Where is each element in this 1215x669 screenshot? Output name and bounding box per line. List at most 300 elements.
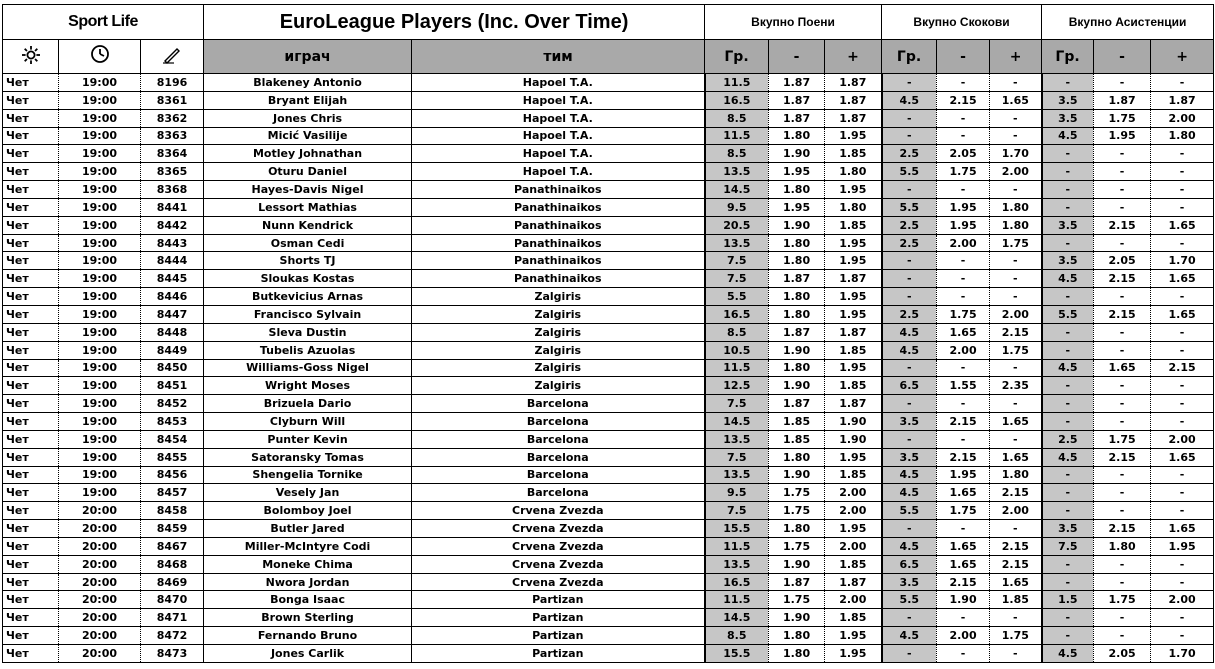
cell-reb-plus: 1.75 bbox=[990, 627, 1042, 645]
cell-points-plus: 1.85 bbox=[825, 466, 882, 484]
cell-points-minus: 1.80 bbox=[769, 627, 825, 645]
cell-ast-minus: 2.15 bbox=[1094, 448, 1151, 466]
table-row bbox=[3, 359, 1214, 377]
cell-reb-minus: - bbox=[937, 430, 990, 448]
cell-day: Чет bbox=[3, 127, 59, 145]
cell-points-plus: 1.95 bbox=[825, 252, 882, 270]
cell-time: 19:00 bbox=[59, 430, 141, 448]
table-row bbox=[3, 74, 1214, 92]
cell-points-plus: 1.87 bbox=[825, 270, 882, 288]
cell-reb-minus: 2.00 bbox=[937, 234, 990, 252]
cell-reb-minus: 1.65 bbox=[937, 323, 990, 341]
cell-points-line: 7.5 bbox=[705, 252, 769, 270]
cell-code: 8467 bbox=[141, 537, 204, 555]
cell-code: 8441 bbox=[141, 198, 204, 216]
cell-points-line: 5.5 bbox=[705, 288, 769, 306]
cell-player: Butler Jared bbox=[204, 520, 412, 538]
cell-points-line: 14.5 bbox=[705, 413, 769, 431]
cell-points-plus: 1.90 bbox=[825, 413, 882, 431]
cell-points-minus: 1.90 bbox=[769, 145, 825, 163]
cell-points-minus: 1.80 bbox=[769, 448, 825, 466]
cell-points-minus: 1.80 bbox=[769, 359, 825, 377]
group-assists: Вкупно Асистенции bbox=[1042, 5, 1214, 40]
cell-reb-plus: - bbox=[990, 74, 1042, 92]
cell-player: Brown Sterling bbox=[204, 609, 412, 627]
cell-points-plus: 1.87 bbox=[825, 395, 882, 413]
cell-ast-line: - bbox=[1042, 74, 1094, 92]
cell-code: 8451 bbox=[141, 377, 204, 395]
cell-points-minus: 1.87 bbox=[769, 573, 825, 591]
cell-reb-line: 4.5 bbox=[882, 323, 937, 341]
cell-ast-minus: - bbox=[1094, 413, 1151, 431]
cell-ast-line: - bbox=[1042, 502, 1094, 520]
cell-reb-line: 5.5 bbox=[882, 163, 937, 181]
cell-points-minus: 1.80 bbox=[769, 645, 825, 663]
cell-team: Zalgiris bbox=[412, 323, 705, 341]
cell-team: Hapoel T.A. bbox=[412, 74, 705, 92]
cell-reb-minus: 1.65 bbox=[937, 537, 990, 555]
cell-reb-line: - bbox=[882, 645, 937, 663]
cell-team: Crvena Zvezda bbox=[412, 573, 705, 591]
cell-ast-minus: - bbox=[1094, 466, 1151, 484]
cell-reb-line: - bbox=[882, 395, 937, 413]
cell-code: 8447 bbox=[141, 305, 204, 323]
cell-reb-minus: - bbox=[937, 520, 990, 538]
cell-reb-line: 5.5 bbox=[882, 198, 937, 216]
cell-ast-line: 3.5 bbox=[1042, 91, 1094, 109]
cell-reb-minus: 1.75 bbox=[937, 502, 990, 520]
cell-reb-line: - bbox=[882, 127, 937, 145]
cell-reb-line: 4.5 bbox=[882, 91, 937, 109]
cell-day: Чет bbox=[3, 252, 59, 270]
cell-points-plus: 1.95 bbox=[825, 181, 882, 199]
cell-reb-line: 2.5 bbox=[882, 145, 937, 163]
cell-day: Чет bbox=[3, 430, 59, 448]
cell-ast-minus: 1.95 bbox=[1094, 127, 1151, 145]
col-ast-line: Гр. bbox=[1042, 40, 1094, 74]
cell-code: 8458 bbox=[141, 502, 204, 520]
cell-reb-line: 6.5 bbox=[882, 377, 937, 395]
cell-time: 19:00 bbox=[59, 395, 141, 413]
table-row bbox=[3, 270, 1214, 288]
cell-points-minus: 1.95 bbox=[769, 198, 825, 216]
cell-reb-minus: - bbox=[937, 609, 990, 627]
cell-team: Panathinaikos bbox=[412, 252, 705, 270]
cell-reb-plus: - bbox=[990, 109, 1042, 127]
cell-team: Crvena Zvezda bbox=[412, 520, 705, 538]
cell-ast-plus: 1.70 bbox=[1151, 645, 1214, 663]
table-row bbox=[3, 181, 1214, 199]
cell-ast-minus: 1.80 bbox=[1094, 537, 1151, 555]
cell-ast-minus: - bbox=[1094, 502, 1151, 520]
cell-reb-minus: 1.65 bbox=[937, 484, 990, 502]
cell-player: Clyburn Will bbox=[204, 413, 412, 431]
cell-points-plus: 1.85 bbox=[825, 555, 882, 573]
cell-points-minus: 1.80 bbox=[769, 288, 825, 306]
cell-reb-plus: 2.35 bbox=[990, 377, 1042, 395]
cell-time: 20:00 bbox=[59, 520, 141, 538]
cell-reb-plus: 1.80 bbox=[990, 198, 1042, 216]
cell-ast-minus: - bbox=[1094, 341, 1151, 359]
cell-time: 20:00 bbox=[59, 609, 141, 627]
cell-reb-minus: 1.95 bbox=[937, 198, 990, 216]
cell-ast-minus: - bbox=[1094, 74, 1151, 92]
cell-ast-plus: 1.65 bbox=[1151, 216, 1214, 234]
cell-reb-line: 3.5 bbox=[882, 448, 937, 466]
cell-reb-plus: 2.00 bbox=[990, 163, 1042, 181]
cell-ast-plus: 1.70 bbox=[1151, 252, 1214, 270]
cell-code: 8368 bbox=[141, 181, 204, 199]
pen-icon bbox=[141, 40, 204, 74]
cell-points-line: 16.5 bbox=[705, 305, 769, 323]
cell-points-minus: 1.85 bbox=[769, 430, 825, 448]
cell-team: Panathinaikos bbox=[412, 198, 705, 216]
cell-time: 20:00 bbox=[59, 502, 141, 520]
cell-reb-plus: 2.15 bbox=[990, 537, 1042, 555]
cell-day: Чет bbox=[3, 591, 59, 609]
cell-reb-line: 3.5 bbox=[882, 573, 937, 591]
cell-team: Barcelona bbox=[412, 395, 705, 413]
cell-day: Чет bbox=[3, 270, 59, 288]
cell-ast-minus: 2.05 bbox=[1094, 252, 1151, 270]
cell-points-minus: 1.90 bbox=[769, 216, 825, 234]
cell-ast-plus: - bbox=[1151, 413, 1214, 431]
cell-points-line: 7.5 bbox=[705, 395, 769, 413]
cell-reb-plus: - bbox=[990, 127, 1042, 145]
cell-code: 8364 bbox=[141, 145, 204, 163]
cell-day: Чет bbox=[3, 502, 59, 520]
table-row bbox=[3, 484, 1214, 502]
cell-ast-line: - bbox=[1042, 395, 1094, 413]
cell-team: Crvena Zvezda bbox=[412, 537, 705, 555]
cell-player: Micić Vasilije bbox=[204, 127, 412, 145]
cell-day: Чет bbox=[3, 323, 59, 341]
cell-ast-line: - bbox=[1042, 609, 1094, 627]
cell-reb-line: - bbox=[882, 252, 937, 270]
cell-team: Barcelona bbox=[412, 484, 705, 502]
cell-ast-minus: - bbox=[1094, 484, 1151, 502]
cell-day: Чет bbox=[3, 395, 59, 413]
cell-reb-plus: 2.15 bbox=[990, 323, 1042, 341]
cell-reb-plus: 1.75 bbox=[990, 341, 1042, 359]
cell-player: Shengelia Tornike bbox=[204, 466, 412, 484]
cell-points-line: 15.5 bbox=[705, 520, 769, 538]
cell-code: 8362 bbox=[141, 109, 204, 127]
cell-ast-line: - bbox=[1042, 198, 1094, 216]
cell-reb-line: - bbox=[882, 74, 937, 92]
cell-points-line: 16.5 bbox=[705, 573, 769, 591]
cell-ast-minus: - bbox=[1094, 609, 1151, 627]
table-row bbox=[3, 216, 1214, 234]
cell-code: 8446 bbox=[141, 288, 204, 306]
col-reb-line: Гр. bbox=[882, 40, 937, 74]
cell-ast-plus: - bbox=[1151, 145, 1214, 163]
cell-time: 20:00 bbox=[59, 537, 141, 555]
cell-points-line: 13.5 bbox=[705, 234, 769, 252]
cell-points-line: 11.5 bbox=[705, 359, 769, 377]
cell-ast-plus: - bbox=[1151, 573, 1214, 591]
cell-reb-minus: 1.95 bbox=[937, 216, 990, 234]
cell-ast-plus: - bbox=[1151, 484, 1214, 502]
page-title: EuroLeague Players (Inc. Over Time) bbox=[204, 5, 705, 40]
cell-points-plus: 1.95 bbox=[825, 127, 882, 145]
cell-day: Чет bbox=[3, 484, 59, 502]
cell-ast-plus: 1.95 bbox=[1151, 537, 1214, 555]
cell-team: Hapoel T.A. bbox=[412, 109, 705, 127]
cell-points-plus: 2.00 bbox=[825, 537, 882, 555]
cell-reb-plus: - bbox=[990, 395, 1042, 413]
col-points-minus: - bbox=[769, 40, 825, 74]
cell-ast-plus: - bbox=[1151, 288, 1214, 306]
cell-reb-plus: 1.65 bbox=[990, 573, 1042, 591]
cell-points-line: 12.5 bbox=[705, 377, 769, 395]
cell-ast-line: 3.5 bbox=[1042, 520, 1094, 538]
cell-player: Butkevicius Arnas bbox=[204, 288, 412, 306]
cell-player: Bonga Isaac bbox=[204, 591, 412, 609]
cell-ast-plus: - bbox=[1151, 609, 1214, 627]
cell-points-line: 9.5 bbox=[705, 198, 769, 216]
cell-points-minus: 1.80 bbox=[769, 305, 825, 323]
cell-reb-plus: 2.15 bbox=[990, 555, 1042, 573]
table-row bbox=[3, 305, 1214, 323]
cell-ast-line: 4.5 bbox=[1042, 359, 1094, 377]
cell-points-plus: 2.00 bbox=[825, 484, 882, 502]
cell-points-minus: 1.87 bbox=[769, 270, 825, 288]
cell-code: 8363 bbox=[141, 127, 204, 145]
cell-points-plus: 1.85 bbox=[825, 609, 882, 627]
cell-reb-minus: 1.75 bbox=[937, 305, 990, 323]
table-row bbox=[3, 448, 1214, 466]
col-team: тим bbox=[412, 40, 705, 74]
cell-player: Blakeney Antonio bbox=[204, 74, 412, 92]
cell-time: 19:00 bbox=[59, 109, 141, 127]
odds-rows bbox=[3, 74, 1214, 663]
cell-player: Williams-Goss Nigel bbox=[204, 359, 412, 377]
cell-points-minus: 1.87 bbox=[769, 323, 825, 341]
cell-ast-minus: - bbox=[1094, 198, 1151, 216]
cell-team: Partizan bbox=[412, 627, 705, 645]
cell-ast-minus: - bbox=[1094, 573, 1151, 591]
cell-day: Чет bbox=[3, 91, 59, 109]
cell-reb-line: 2.5 bbox=[882, 234, 937, 252]
cell-ast-line: - bbox=[1042, 181, 1094, 199]
cell-points-plus: 1.85 bbox=[825, 216, 882, 234]
cell-time: 19:00 bbox=[59, 288, 141, 306]
cell-team: Hapoel T.A. bbox=[412, 163, 705, 181]
cell-ast-line: - bbox=[1042, 377, 1094, 395]
cell-reb-minus: - bbox=[937, 395, 990, 413]
cell-code: 8361 bbox=[141, 91, 204, 109]
cell-points-line: 14.5 bbox=[705, 181, 769, 199]
cell-player: Wright Moses bbox=[204, 377, 412, 395]
cell-time: 19:00 bbox=[59, 234, 141, 252]
cell-ast-plus: 1.65 bbox=[1151, 520, 1214, 538]
cell-ast-plus: - bbox=[1151, 74, 1214, 92]
cell-code: 8449 bbox=[141, 341, 204, 359]
cell-day: Чет bbox=[3, 163, 59, 181]
cell-day: Чет bbox=[3, 359, 59, 377]
cell-reb-plus: 2.15 bbox=[990, 484, 1042, 502]
cell-player: Satoransky Tomas bbox=[204, 448, 412, 466]
cell-reb-line: 2.5 bbox=[882, 305, 937, 323]
cell-reb-line: 6.5 bbox=[882, 555, 937, 573]
cell-ast-plus: - bbox=[1151, 181, 1214, 199]
group-points: Вкупно Поени bbox=[705, 5, 882, 40]
cell-ast-line: - bbox=[1042, 466, 1094, 484]
cell-reb-line: 5.5 bbox=[882, 591, 937, 609]
cell-ast-line: 2.5 bbox=[1042, 430, 1094, 448]
cell-team: Panathinaikos bbox=[412, 181, 705, 199]
cell-points-minus: 1.95 bbox=[769, 163, 825, 181]
cell-time: 19:00 bbox=[59, 377, 141, 395]
cell-reb-plus: - bbox=[990, 430, 1042, 448]
cell-player: Nwora Jordan bbox=[204, 573, 412, 591]
cell-day: Чет bbox=[3, 288, 59, 306]
table-row bbox=[3, 573, 1214, 591]
cell-reb-minus: 1.75 bbox=[937, 163, 990, 181]
cell-ast-plus: 1.65 bbox=[1151, 448, 1214, 466]
cell-reb-plus: 1.65 bbox=[990, 448, 1042, 466]
cell-time: 19:00 bbox=[59, 466, 141, 484]
table-row bbox=[3, 466, 1214, 484]
cell-points-minus: 1.87 bbox=[769, 109, 825, 127]
cell-player: Jones Chris bbox=[204, 109, 412, 127]
cell-team: Partizan bbox=[412, 609, 705, 627]
cell-ast-plus: - bbox=[1151, 555, 1214, 573]
cell-ast-minus: 2.15 bbox=[1094, 305, 1151, 323]
cell-player: Sleva Dustin bbox=[204, 323, 412, 341]
cell-points-minus: 1.90 bbox=[769, 555, 825, 573]
cell-code: 8469 bbox=[141, 573, 204, 591]
cell-reb-plus: - bbox=[990, 252, 1042, 270]
cell-team: Partizan bbox=[412, 591, 705, 609]
cell-code: 8444 bbox=[141, 252, 204, 270]
cell-points-line: 13.5 bbox=[705, 466, 769, 484]
cell-reb-minus: - bbox=[937, 359, 990, 377]
cell-code: 8456 bbox=[141, 466, 204, 484]
cell-time: 19:00 bbox=[59, 413, 141, 431]
cell-points-plus: 1.95 bbox=[825, 288, 882, 306]
cell-reb-plus: - bbox=[990, 520, 1042, 538]
col-reb-minus: - bbox=[937, 40, 990, 74]
cell-time: 20:00 bbox=[59, 591, 141, 609]
cell-points-line: 11.5 bbox=[705, 127, 769, 145]
cell-points-line: 7.5 bbox=[705, 502, 769, 520]
cell-points-line: 8.5 bbox=[705, 323, 769, 341]
cell-reb-minus: 2.15 bbox=[937, 573, 990, 591]
cell-team: Partizan bbox=[412, 645, 705, 663]
cell-code: 8450 bbox=[141, 359, 204, 377]
cell-points-minus: 1.90 bbox=[769, 377, 825, 395]
table-row bbox=[3, 288, 1214, 306]
cell-reb-line: - bbox=[882, 181, 937, 199]
cell-ast-line: 3.5 bbox=[1042, 216, 1094, 234]
cell-reb-minus: - bbox=[937, 252, 990, 270]
cell-ast-minus: - bbox=[1094, 234, 1151, 252]
cell-code: 8448 bbox=[141, 323, 204, 341]
cell-points-line: 10.5 bbox=[705, 341, 769, 359]
cell-ast-plus: 2.00 bbox=[1151, 109, 1214, 127]
cell-ast-plus: - bbox=[1151, 341, 1214, 359]
cell-points-minus: 1.90 bbox=[769, 341, 825, 359]
cell-player: Brizuela Dario bbox=[204, 395, 412, 413]
cell-player: Oturu Daniel bbox=[204, 163, 412, 181]
brand-label: Sport Life bbox=[3, 5, 204, 40]
cell-day: Чет bbox=[3, 609, 59, 627]
cell-points-minus: 1.90 bbox=[769, 466, 825, 484]
cell-points-line: 11.5 bbox=[705, 537, 769, 555]
table-row bbox=[3, 537, 1214, 555]
cell-ast-plus: - bbox=[1151, 627, 1214, 645]
table-row bbox=[3, 520, 1214, 538]
cell-ast-plus: - bbox=[1151, 323, 1214, 341]
cell-points-minus: 1.80 bbox=[769, 252, 825, 270]
cell-day: Чет bbox=[3, 537, 59, 555]
cell-team: Zalgiris bbox=[412, 359, 705, 377]
cell-reb-minus: 1.90 bbox=[937, 591, 990, 609]
cell-ast-line: - bbox=[1042, 413, 1094, 431]
table-row bbox=[3, 163, 1214, 181]
cell-reb-plus: - bbox=[990, 359, 1042, 377]
cell-ast-plus: - bbox=[1151, 377, 1214, 395]
cell-ast-minus: 1.75 bbox=[1094, 591, 1151, 609]
cell-points-plus: 1.87 bbox=[825, 323, 882, 341]
cell-team: Panathinaikos bbox=[412, 234, 705, 252]
cell-ast-plus: - bbox=[1151, 163, 1214, 181]
sun-icon bbox=[3, 40, 59, 74]
cell-reb-plus: 1.75 bbox=[990, 234, 1042, 252]
cell-code: 8453 bbox=[141, 413, 204, 431]
cell-points-plus: 1.95 bbox=[825, 359, 882, 377]
cell-team: Zalgiris bbox=[412, 377, 705, 395]
cell-points-line: 7.5 bbox=[705, 448, 769, 466]
cell-ast-line: - bbox=[1042, 573, 1094, 591]
cell-reb-plus: 1.65 bbox=[990, 91, 1042, 109]
cell-player: Jones Carlik bbox=[204, 645, 412, 663]
cell-reb-minus: - bbox=[937, 109, 990, 127]
cell-day: Чет bbox=[3, 145, 59, 163]
cell-time: 19:00 bbox=[59, 74, 141, 92]
cell-time: 19:00 bbox=[59, 181, 141, 199]
cell-code: 8452 bbox=[141, 395, 204, 413]
cell-player: Francisco Sylvain bbox=[204, 305, 412, 323]
cell-time: 19:00 bbox=[59, 145, 141, 163]
cell-day: Чет bbox=[3, 234, 59, 252]
cell-day: Чет bbox=[3, 466, 59, 484]
cell-ast-minus: 2.05 bbox=[1094, 645, 1151, 663]
cell-reb-line: - bbox=[882, 520, 937, 538]
col-reb-plus: + bbox=[990, 40, 1042, 74]
cell-team: Zalgiris bbox=[412, 341, 705, 359]
cell-ast-plus: 1.80 bbox=[1151, 127, 1214, 145]
table-row bbox=[3, 645, 1214, 663]
cell-time: 19:00 bbox=[59, 270, 141, 288]
cell-reb-minus: - bbox=[937, 288, 990, 306]
cell-points-plus: 1.90 bbox=[825, 430, 882, 448]
cell-code: 8445 bbox=[141, 270, 204, 288]
table-row bbox=[3, 609, 1214, 627]
cell-ast-minus: 1.65 bbox=[1094, 359, 1151, 377]
cell-reb-line: 5.5 bbox=[882, 502, 937, 520]
cell-team: Hapoel T.A. bbox=[412, 127, 705, 145]
cell-player: Shorts TJ bbox=[204, 252, 412, 270]
cell-ast-plus: 1.65 bbox=[1151, 270, 1214, 288]
cell-reb-minus: 2.00 bbox=[937, 341, 990, 359]
cell-day: Чет bbox=[3, 216, 59, 234]
cell-reb-line: - bbox=[882, 430, 937, 448]
cell-points-plus: 1.80 bbox=[825, 163, 882, 181]
cell-team: Barcelona bbox=[412, 430, 705, 448]
